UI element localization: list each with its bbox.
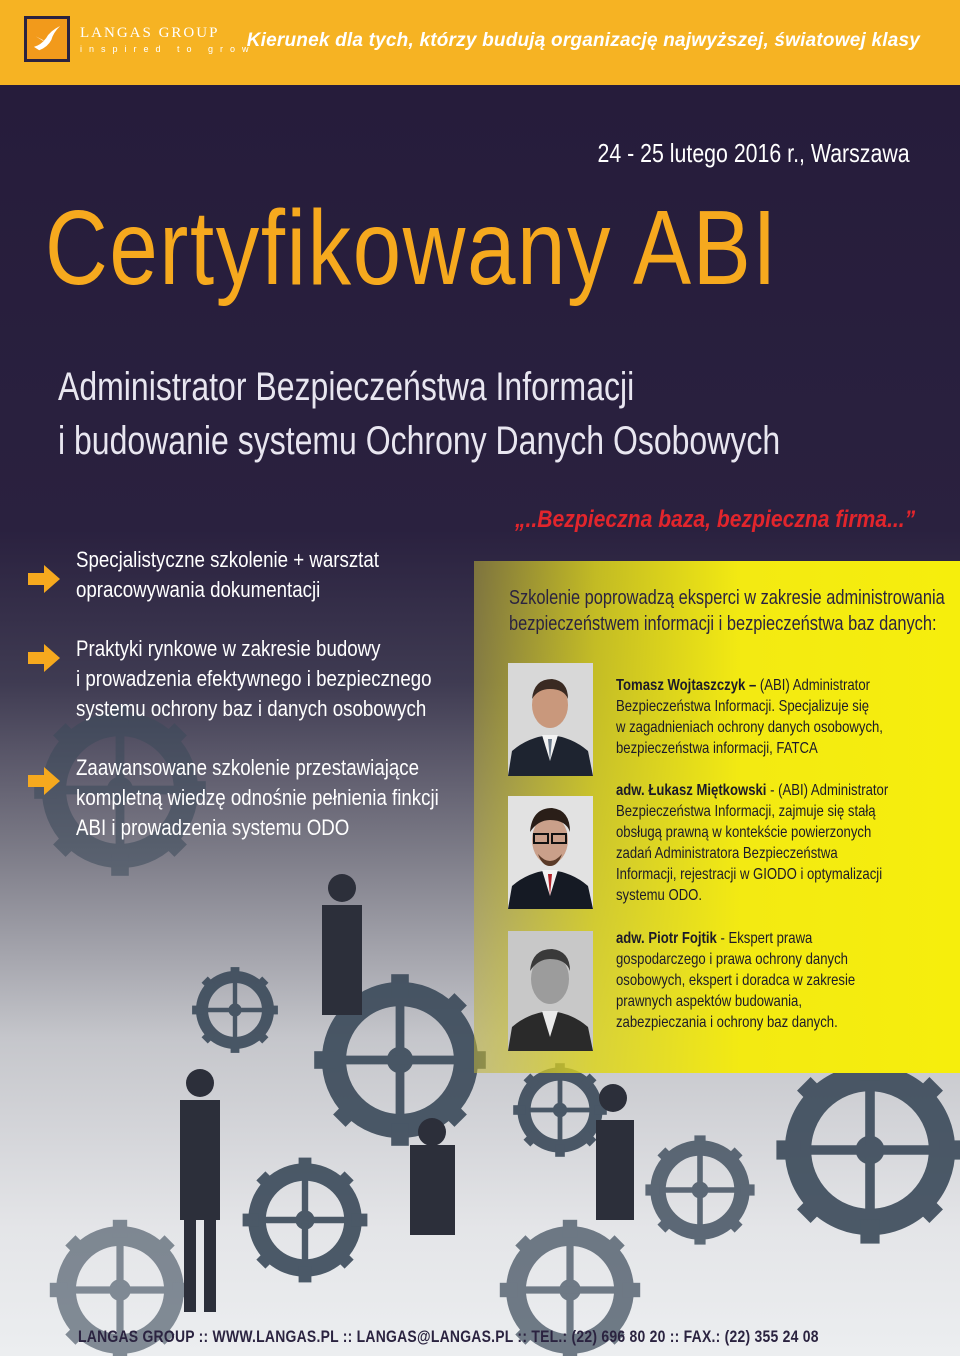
expert-bio-line: w zagadnieniach ochrony danych osobowych,	[616, 719, 883, 736]
expert-bio-line: Informacji, rejestracji w GIODO i optymalizacji	[616, 866, 883, 883]
subtitle-line-2: i budowanie systemu Ochrony Danych Osobowych	[58, 419, 781, 463]
bullet-line: systemu ochrony baz i danych osobowych	[76, 696, 427, 721]
slogan: Kierunek dla tych, którzy budują organizację najwyższej, światowej klasy	[246, 30, 920, 51]
logo	[24, 16, 70, 62]
arrow-right-icon	[28, 565, 60, 593]
page-title: Certyfikowany ABI	[45, 189, 779, 307]
bullet-text	[76, 753, 439, 843]
expert-bio-line: (ABI) Administrator	[759, 677, 870, 694]
experts-intro-line: bezpieczeństwem informacji i bezpieczeństwa baz danych:	[509, 613, 937, 635]
expert-photo	[508, 931, 593, 1051]
bullet-line: i prowadzenia efektywnego i bezpiecznego	[76, 666, 432, 691]
expert-bio	[616, 780, 888, 906]
expert-bio-line: bezpieczeństwa informacji, FATCA	[616, 740, 818, 757]
experts-intro	[509, 585, 945, 637]
expert-name: Tomasz Wojtaszczyk –	[616, 677, 757, 694]
footer-contact: LANGAS GROUP :: WWW.LANGAS.PL :: LANGAS@LANGAS.PL :: TEL.: (22) 696 80 20 :: FAX.: (22) 355 24 08	[78, 1327, 819, 1346]
bullet-text	[76, 634, 432, 724]
arrow-right-icon	[28, 644, 60, 672]
top-bar	[0, 0, 960, 85]
expert-bio-line: Bezpieczeństwa Informacji. Specjalizuje się	[616, 698, 870, 715]
expert-name: adw. Piotr Fojtik	[616, 930, 717, 947]
expert-bio-line: zadań Administratora Bezpieczeństwa	[616, 845, 838, 862]
logo-tagline: inspired to grow	[80, 44, 256, 54]
subtitle-line-1: Administrator Bezpieczeństwa Informacji	[58, 365, 635, 409]
bullet-line: kompletną wiedzę odnośnie pełnienia finkcji	[76, 785, 439, 810]
expert-bio-line: osobowych, ekspert i doradca w zakresie	[616, 972, 856, 989]
bullet-line: Zaawansowane szkolenie przestawiające	[76, 755, 420, 780]
expert-bio-line: Bezpieczeństwa Informacji, zajmuje się stałą	[616, 803, 876, 820]
expert-photo	[508, 796, 593, 909]
expert-bio-line: - (ABI) Administrator	[770, 782, 889, 799]
logo-name: LANGAS GROUP	[80, 25, 220, 41]
bullet-text	[76, 545, 379, 605]
page-subtitle	[58, 360, 780, 468]
expert-bio-line: systemu ODO.	[616, 887, 703, 904]
experts-intro-line: Szkolenie poprowadzą eksperci w zakresie administrowania	[509, 587, 945, 609]
bullet-line: Specjalistyczne szkolenie + warsztat	[76, 547, 379, 572]
expert-photo	[508, 663, 593, 776]
expert-name: adw. Łukasz Miętkowski	[616, 782, 767, 799]
arrow-right-icon	[28, 767, 60, 795]
expert-bio-line: gospodarczego i prawa ochrony danych	[616, 951, 848, 968]
bullet-line: opracowywania dokumentacji	[76, 577, 321, 602]
bird-icon	[27, 19, 67, 59]
bullet-line: Praktyki rynkowe w zakresie budowy	[76, 636, 381, 661]
event-date: 24 - 25 lutego 2016 r., Warszawa	[597, 138, 910, 168]
quote: „..Bezpieczna baza, bezpieczna firma...”	[515, 506, 916, 533]
bullet-line: ABI i prowadzenia systemu ODO	[76, 815, 350, 840]
expert-bio	[616, 675, 883, 759]
expert-bio-line: obsługą prawną w kontekście powierzonych	[616, 824, 872, 841]
expert-bio-line: zabezpieczania i ochrony baz danych.	[616, 1014, 838, 1031]
expert-bio	[616, 928, 855, 1033]
expert-bio-line: prawnych aspektów budowania,	[616, 993, 802, 1010]
expert-bio-line: - Ekspert prawa	[720, 930, 813, 947]
